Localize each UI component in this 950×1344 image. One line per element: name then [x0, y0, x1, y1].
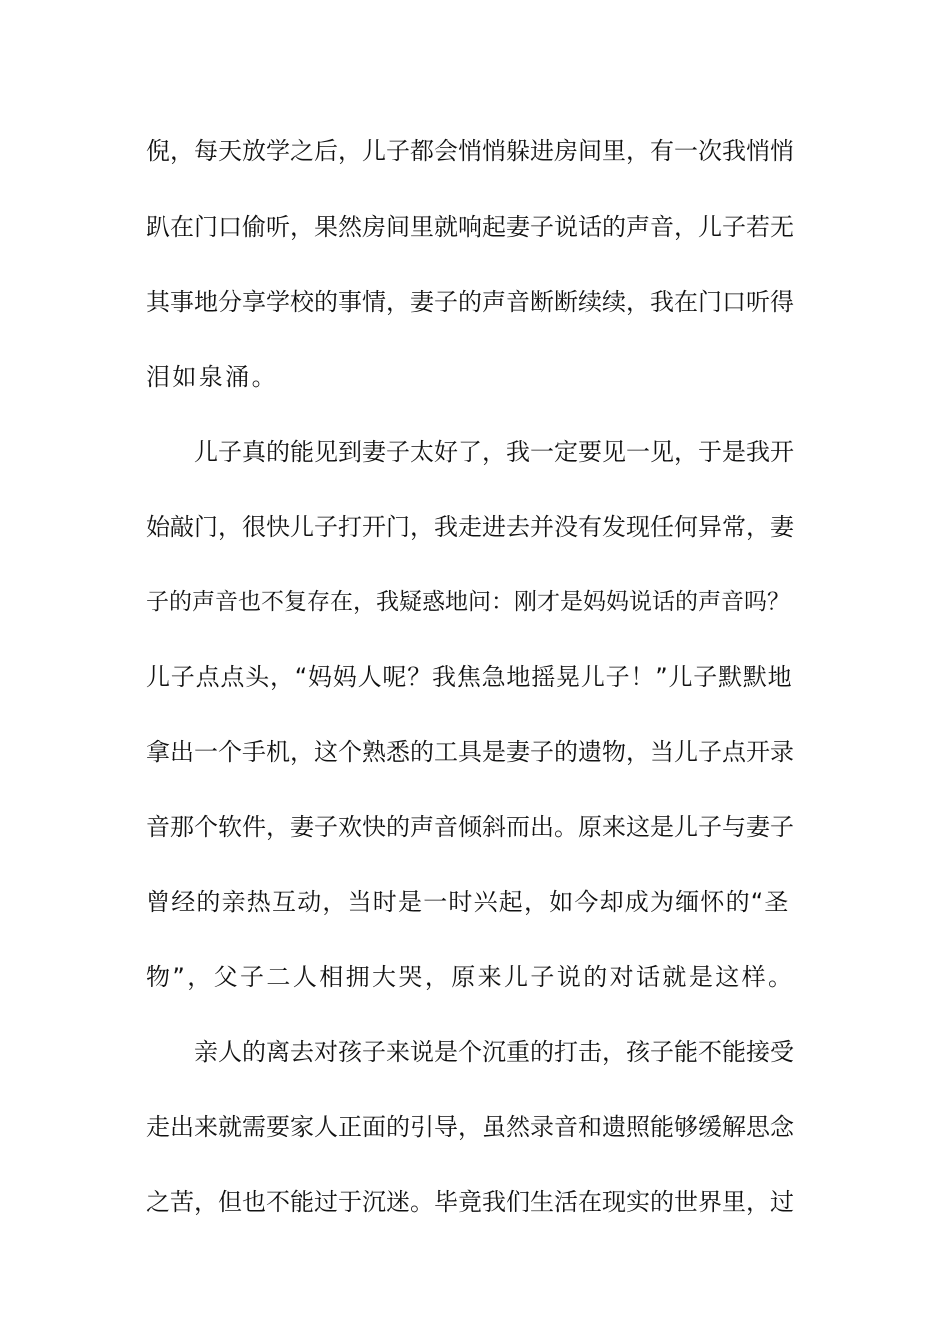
- text-line: 曾经的亲热互动，当时是一时兴起，如今却成为缅怀的“圣: [146, 888, 790, 916]
- text-line: 其事地分享学校的事情，妻子的声音断断续续，我在门口听得: [146, 288, 794, 316]
- text-line: 倪，每天放学之后，儿子都会悄悄躲进房间里，有一次我悄悄: [146, 137, 794, 165]
- text-line: 音那个软件，妻子欢快的声音倾斜而出。原来这是儿子与妻子: [146, 813, 794, 841]
- paragraph-first-line: 亲人的离去对孩子来说是个沉重的打击，孩子能不能接受: [194, 1038, 794, 1066]
- text-line: 之苦，但也不能过于沉迷。毕竟我们生活在现实的世界里，过: [146, 1188, 794, 1216]
- text-line: 始敲门，很快儿子打开门，我走进去并没有发现任何异常，妻: [146, 513, 794, 541]
- text-line: 走出来就需要家人正面的引导，虽然录音和遗照能够缓解思念: [146, 1113, 794, 1141]
- text-line: 子的声音也不复存在，我疑惑地问：刚才是妈妈说话的声音吗？: [146, 589, 790, 615]
- text-line: 拿出一个手机，这个熟悉的工具是妻子的遗物，当儿子点开录: [146, 738, 794, 766]
- text-line: 趴在门口偷听，果然房间里就响起妻子说话的声音，儿子若无: [146, 213, 794, 241]
- paragraph-first-line: 儿子真的能见到妻子太好了，我一定要见一见，于是我开: [194, 438, 794, 466]
- text-line: 儿子点点头，“妈妈人呢？我焦急地摇晃儿子！”儿子默默地: [146, 663, 793, 691]
- text-line: 物”，父子二人相拥大哭，原来儿子说的对话就是这样。: [146, 963, 795, 991]
- text-line: 泪如泉涌。: [146, 363, 278, 391]
